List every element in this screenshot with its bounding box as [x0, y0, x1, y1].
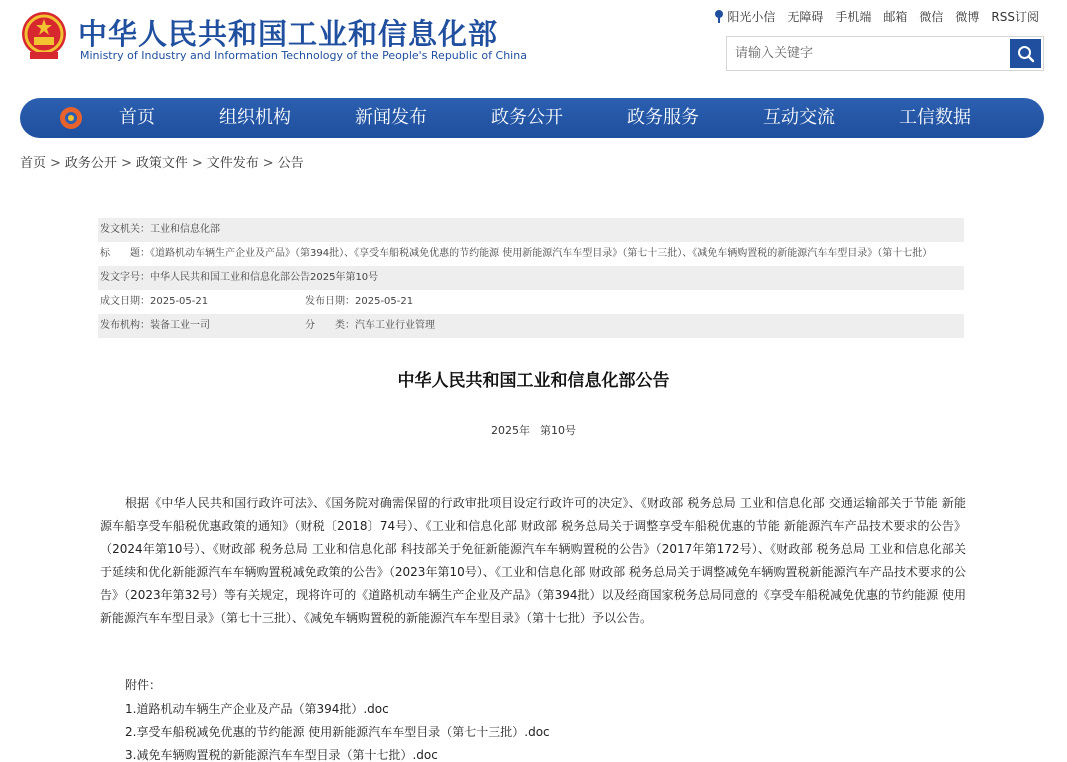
- national-emblem-icon[interactable]: [20, 10, 68, 62]
- nav-item-organization[interactable]: 组织机构: [219, 107, 291, 128]
- breadcrumb-policy-docs[interactable]: 政策文件: [135, 156, 188, 171]
- meta-issuer: 发文机关：工业和信息化部: [100, 224, 220, 235]
- top-link-rss[interactable]: RSS订阅: [991, 10, 1039, 24]
- document-number: [0, 422, 1067, 438]
- nav-item-home[interactable]: 首页: [119, 107, 155, 128]
- meta-row: [98, 314, 964, 338]
- nav-item-news[interactable]: 新闻发布: [355, 107, 427, 128]
- top-links: [714, 8, 1039, 25]
- document-issue: 第10号: [540, 424, 576, 437]
- breadcrumb-announcement[interactable]: 公告: [277, 156, 304, 171]
- breadcrumb-file-release[interactable]: 文件发布: [206, 156, 259, 171]
- main-nav: [20, 98, 1044, 138]
- meta-row: [98, 218, 964, 242]
- document-meta-table: [98, 218, 964, 338]
- meta-category: 分 类：汽车工业行业管理: [305, 320, 435, 331]
- meta-organization: 发布机构：装备工业一司: [100, 320, 210, 331]
- attachments-list: [125, 698, 550, 762]
- meta-created-date: 成文日期：2025-05-21: [100, 296, 209, 307]
- top-link-weibo[interactable]: 微博: [955, 10, 980, 24]
- search-button[interactable]: [1010, 39, 1041, 68]
- search-box: [726, 36, 1044, 71]
- top-link-wechat[interactable]: 微信: [919, 10, 944, 24]
- attachment-link[interactable]: 2.享受车船税减免优惠的节约能源 使用新能源汽车车型目录（第七十三批）.doc: [125, 725, 550, 739]
- meta-row: [98, 266, 964, 290]
- site-title-english: Ministry of Industry and Information Technology of the People's Republic of China: [80, 49, 527, 62]
- attachment-link[interactable]: 1.道路机动车辆生产企业及产品（第394批）.doc: [125, 702, 389, 716]
- sunshine-icon: [714, 9, 724, 23]
- meta-published-date: 发布日期：2025-05-21: [305, 296, 414, 307]
- search-icon: [1017, 45, 1035, 63]
- nav-item-gov-services[interactable]: 政务服务: [627, 107, 699, 128]
- nav-item-data[interactable]: 工信数据: [899, 107, 971, 128]
- breadcrumb-home[interactable]: 首页: [20, 156, 47, 171]
- document-title: 中华人民共和国工业和信息化部公告: [397, 371, 670, 391]
- top-link-mail[interactable]: 邮箱: [883, 10, 908, 24]
- attachment-link[interactable]: 3.减免车辆购置税的新能源汽车车型目录（第十七批）.doc: [125, 748, 438, 762]
- nav-item-interaction[interactable]: 互动交流: [763, 107, 835, 128]
- top-link-accessibility[interactable]: 无障碍: [787, 10, 824, 24]
- breadcrumb: 首页 > 政务公开 > 政策文件 > 文件发布 > 公告: [20, 156, 304, 171]
- top-link-mobile[interactable]: 手机端: [835, 10, 872, 24]
- document-year: 2025年: [491, 424, 530, 437]
- miit-logo-icon: [58, 105, 84, 131]
- meta-subject: 标 题：《道路机动车辆生产企业及产品》（第394批）、《享受车船税减免优惠的节约能源 使用新能源汽车车型目录》（第七十三批）、《减免车辆购置税的新能源汽车车型目录》（第十七批）: [100, 248, 933, 259]
- meta-row: [98, 242, 964, 266]
- site-header: [0, 0, 1067, 95]
- breadcrumb-gov-affairs[interactable]: 政务公开: [64, 156, 117, 171]
- top-link-sunshine[interactable]: 阳光小信: [714, 8, 775, 25]
- meta-doc-number: 发文字号：中华人民共和国工业和信息化部公告2025年第10号: [100, 272, 379, 283]
- attachments-label: 附件：: [125, 678, 162, 692]
- search-input[interactable]: [727, 37, 1009, 70]
- document-body: 根据《中华人民共和国行政许可法》、《国务院对确需保留的行政审批项目设定行政许可的决定》、《财政部 税务总局 工业和信息化部 交通运输部关于节能 新能源车船享受车船税优惠政策的通知》（财税〔2018〕74号）、《工业和信息化部 财政部 税务总局关于调整享受车船税优惠的节能 新能源汽车产品技术要求的公告》（2024年第10号）、《财政部 税务总局 工业和信息化部 科技部关于免征新能源汽车车辆购置税的公告》（2017年第172号）、《财政部 税务总局 工业和信息化部关于延续和优化新能源汽车车辆购置税减免政策的公告》（2023年第10号）、《工业和信息化部 财政部 税务总局关于调整减免车辆购置税新能源汽车产品技术要求的公告》（2023年第32号）等有关规定，现将许可的《道路机动车辆生产企业及产品》（第394批）以及经商国家税务总局同意的《享受车船税减免优惠的节约能源 使用新能源汽车车型目录》（第七十三批）、《减免车辆购置税的新能源汽车车型目录》（第十七批）予以公告。: [100, 496, 966, 625]
- site-title[interactable]: 中华人民共和国工业和信息化部: [78, 17, 499, 51]
- meta-row: [98, 290, 964, 314]
- nav-item-gov-affairs-open[interactable]: 政务公开: [491, 107, 563, 128]
